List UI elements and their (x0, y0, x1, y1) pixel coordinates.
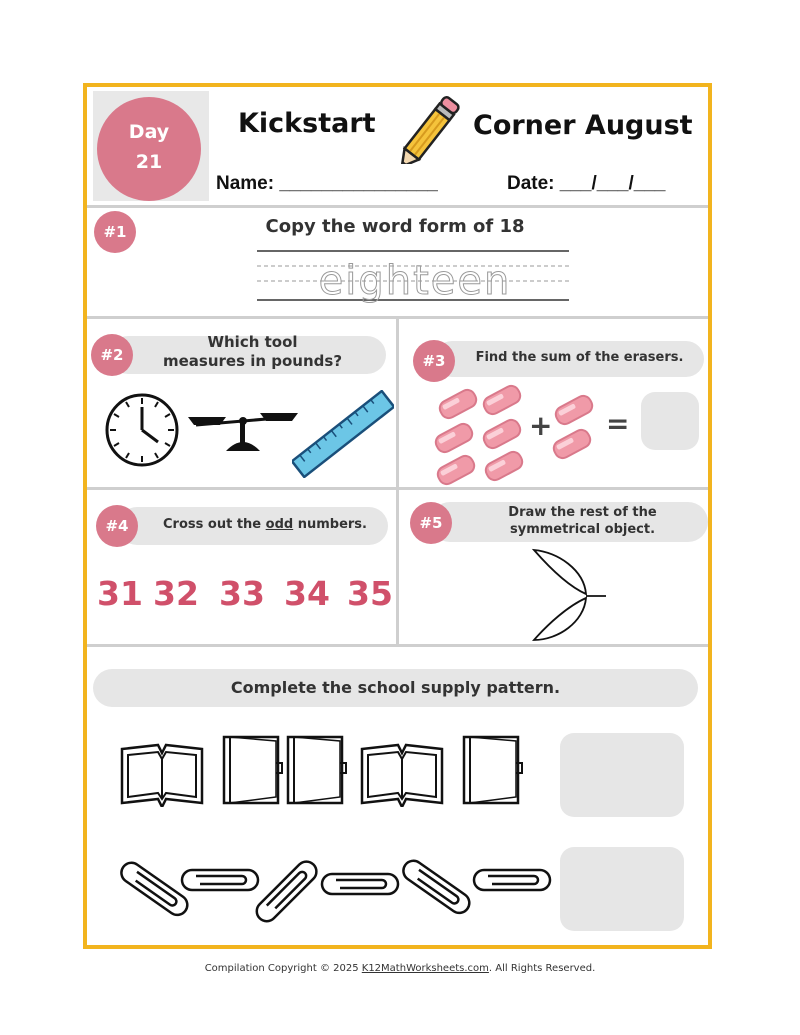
q4-prompt-post: numbers. (293, 517, 367, 532)
title-right: Corner August (473, 110, 693, 141)
divider-row3 (87, 644, 708, 647)
pattern-answer-box-books[interactable] (560, 733, 684, 817)
divider-header (87, 205, 708, 208)
number-31[interactable]: 31 (97, 574, 143, 613)
q1-prompt: Copy the word form of 18 (265, 216, 525, 237)
q3-equals-sign: = (606, 407, 630, 440)
q5-prompt-line1: Draw the rest of the (508, 505, 657, 520)
q4-number-badge: #4 (96, 505, 138, 547)
date-field[interactable]: Date: ___/___/___ (507, 173, 666, 194)
eraser-group-right (548, 392, 600, 462)
q5-prompt (470, 504, 695, 538)
q2-prompt-line2: measures in pounds? (162, 352, 343, 370)
divider-q2-q3 (396, 316, 399, 645)
number-34[interactable]: 34 (284, 574, 330, 613)
q3-answer-box[interactable] (641, 392, 699, 450)
number-35[interactable]: 35 (347, 574, 393, 613)
q4-prompt-underlined: odd (265, 517, 294, 532)
divider-row2 (87, 487, 708, 490)
q3-number-badge: #3 (413, 340, 455, 382)
pattern-answer-box-clips[interactable] (560, 847, 684, 931)
q5-number-badge: #5 (410, 502, 452, 544)
number-33[interactable]: 33 (219, 574, 265, 613)
clock-icon[interactable] (104, 392, 180, 468)
day-label: Day (128, 121, 170, 143)
day-number: 21 (135, 151, 163, 173)
q2-number-badge: #2 (91, 334, 133, 376)
q5-prompt-line2: symmetrical object. (509, 522, 656, 537)
half-leaf-shape[interactable] (528, 546, 608, 646)
pencil-icon (395, 92, 470, 164)
name-field[interactable]: Name: _______________ (216, 173, 438, 194)
footer-post: . All Rights Reserved. (488, 963, 596, 974)
book-row (118, 733, 548, 807)
q2-prompt-line1: Which tool (207, 333, 298, 351)
pattern-prompt: Complete the school supply pattern. (230, 678, 561, 697)
q2-prompt (140, 333, 365, 371)
q1-trace-word[interactable]: eighteen (318, 258, 512, 304)
day-badge (97, 97, 201, 201)
balance-scale-icon[interactable] (186, 405, 300, 455)
footer-link[interactable]: K12MathWorksheets.com (361, 963, 489, 974)
paperclip-row (118, 852, 558, 928)
q3-prompt: Find the sum of the erasers. (475, 350, 684, 365)
q3-plus-sign: + (529, 409, 553, 442)
q4-prompt (145, 517, 385, 532)
eraser-group-left (430, 382, 532, 486)
number-32[interactable]: 32 (153, 574, 199, 613)
q1-number-badge: #1 (94, 211, 136, 253)
ruler-icon[interactable] (292, 390, 394, 478)
footer-pre: Compilation Copyright © 2025 (204, 963, 362, 974)
copyright-footer (0, 963, 800, 974)
title-left: Kickstart (238, 108, 376, 139)
q4-prompt-pre: Cross out the (163, 517, 266, 532)
